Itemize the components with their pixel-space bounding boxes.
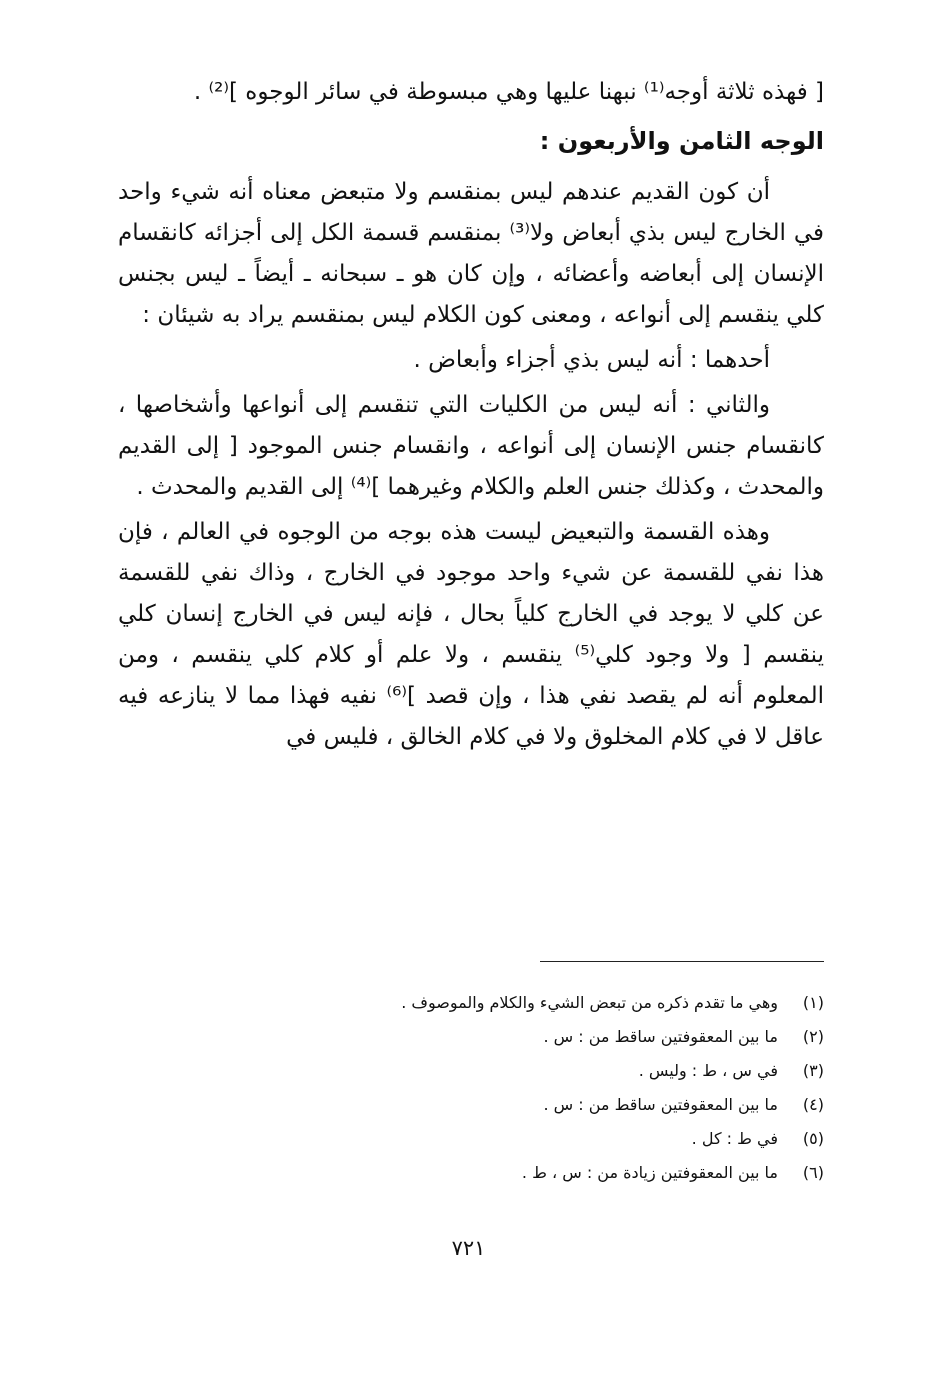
- paragraph-2: أن كون القديم عندهم ليس بمنقسم ولا متبعض معناه أنه شيء واحد في الخارج ليس بذي أبعاض ولا⁽³⁾ بمنقسم قسمة الكل إلى أجزائه كانقسام الإنسان إلى أبعاضه وأعضائه ، وإن كان هو ـ سبحانه ـ أيضاً ـ ليس بجنس كلي ينقسم إلى أنواعه ، ومعنى كون الكلام ليس بمنقسم يراد به شيئان :: [118, 179, 824, 328]
- footnote-text: وهي ما تقدم ذكره من تبعض الشيء والكلام والموصوف .: [401, 993, 778, 1012]
- footnote-text: ما بين المعقوفتين زيادة من : س ، ط .: [521, 1163, 778, 1182]
- footnote-item: [200, 1020, 824, 1054]
- footnote-text: في ط : كل .: [691, 1129, 778, 1148]
- paragraph-5: وهذه القسمة والتبعيض ليست هذه بوجه من الوجوه في العالم ، فإن هذا نفي للقسمة عن شيء واحد موجود في الخارج ، وذاك نفي للقسمة عن كلي لا يوجد في الخارج كلياً بحال ، فإنه ليس في الخارج إنسان كلي ينقسم [ ولا وجود كلي⁽⁵⁾ ينقسم ، ولا علم أو كلام كلي ينقسم ، ومن المعلوم أنه لم يقصد نفي هذا ، وإن قصد ]⁽⁶⁾ نفيه فهذا مما لا ينازعه فيه عاقل لا في كلام المخلوق ولا في كلام الخالق ، فليس في: [118, 519, 824, 750]
- footnote-text: ما بين المعقوفتين ساقط من : س .: [543, 1095, 778, 1114]
- footnote-number: (١): [802, 993, 824, 1012]
- paragraph-1: [ فهذه ثلاثة أوجه⁽¹⁾ نبهنا عليها وهي مبسوطة في سائر الوجوه ]⁽²⁾ .: [193, 79, 824, 105]
- footnote-text: ما بين المعقوفتين ساقط من : س .: [543, 1027, 778, 1046]
- footnote-number: (٤): [802, 1095, 824, 1114]
- section-heading: الوجه الثامن والأربعون :: [539, 127, 824, 155]
- footnote-number: (٣): [802, 1061, 824, 1080]
- footnote-item: [200, 1122, 824, 1156]
- footnote-item: [200, 1054, 824, 1088]
- footnotes: [200, 986, 824, 1190]
- footnote-item: [200, 1156, 824, 1190]
- footnote-number: (٥): [802, 1129, 824, 1148]
- main-text: [118, 72, 824, 758]
- footnote-item: [200, 1088, 824, 1122]
- page-number: ٧٢١: [451, 1236, 486, 1260]
- footnote-text: في س ، ط : وليس .: [638, 1061, 778, 1080]
- paragraph-4: والثاني : أنه ليس من الكليات التي تنقسم إلى أنواعها وأشخاصها ، كانقسام جنس الإنسان إلى أنواعه ، وانقسام جنس الموجود [ إلى القديم والمحدث ، وكذلك جنس العلم والكلام وغيرهما ]⁽⁴⁾ إلى القديم والمحدث .: [118, 392, 824, 500]
- footnote-item: [200, 986, 824, 1020]
- footnote-number: (٢): [802, 1027, 824, 1046]
- paragraph-3: أحدهما : أنه ليس بذي أجزاء وأبعاض .: [413, 347, 770, 373]
- footnote-divider: [540, 961, 824, 962]
- footnote-number: (٦): [802, 1163, 824, 1182]
